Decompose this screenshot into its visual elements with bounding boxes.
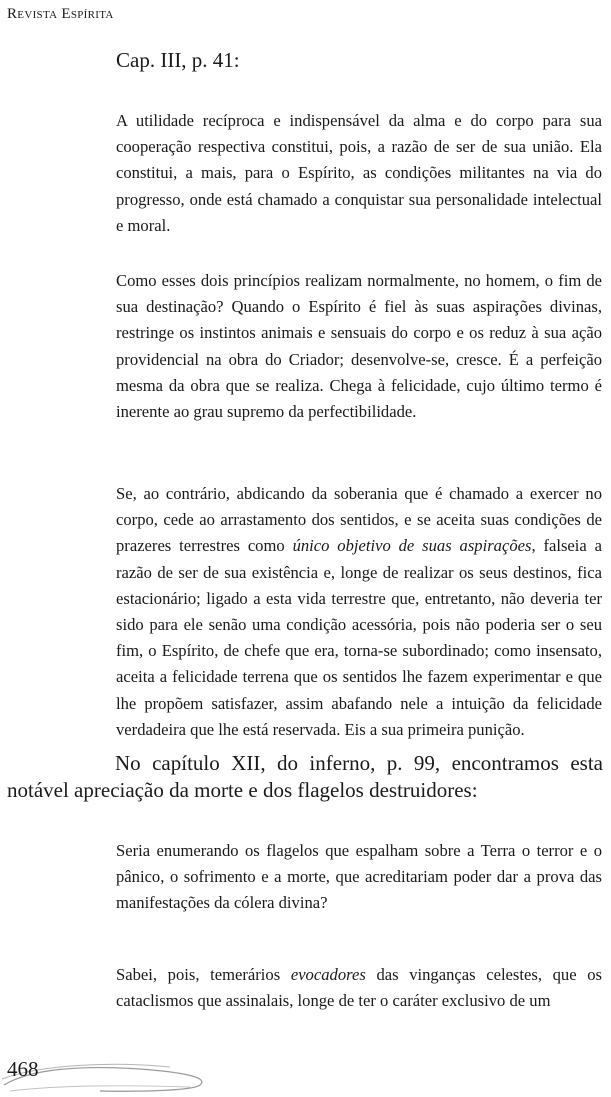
- quote-block-1: [116, 268, 602, 425]
- quote-block-2: [116, 962, 602, 1014]
- text-run: Se, ao contrário, abdicando da soberania que é chamado a exercer no corpo, cede ao arrastamento dos sentidos, e se aceita suas condições de prazeres terrestres como: [116, 484, 602, 556]
- quote-block-2: [116, 838, 602, 917]
- running-head: Revista Espírita: [7, 6, 114, 22]
- page-number: 468: [7, 1057, 39, 1081]
- text-run: , falseia a razão de ser de sua existência e, longe de realizar os seus destinos, fica estacionário; ligado a esta vida terrestre que, entretanto, não deveria ter sido para ele senão uma condição acessória, pois não poderia ser o seu fim, o Espírito, de chefe que era, torna-se subordinado; como insensato, aceita a felicidade terrena que os sentidos lhe fazem experimentar e que lhe propõem satisfazer, assim abafando nele a intuição da felicidade verdadeira que lhe está reservada. Eis a sua primeira punição.: [116, 536, 602, 739]
- quote-block-1: [116, 481, 602, 743]
- quote-paragraph: Seria enumerando os flagelos que espalham sobre a Terra o terror e o pânico, o sofrimento e a morte, que acreditariam poder dar a prova das manifestações da cólera divina?: [116, 841, 602, 913]
- quote-paragraph: [116, 481, 602, 743]
- quote-paragraph: [116, 962, 602, 1014]
- italic-emphasis: evocadores: [290, 965, 366, 984]
- section-heading: Cap. III, p. 41:: [116, 48, 240, 72]
- quote-paragraph: A utilidade recíproca e indispensável da alma e do corpo para sua cooperação respectiva constitui, pois, a razão de ser de sua união. Ela constitui, a mais, para o Espírito, as condições militantes na via do progresso, onde está chamado a conquistar sua personalidade intelectual e moral.: [116, 111, 602, 235]
- text-run: Sabei, pois, temerários: [116, 965, 291, 984]
- quote-block-1: [116, 108, 602, 239]
- quote-paragraph: Como esses dois princípios realizam normalmente, no homem, o fim de sua destinação? Quando o Espírito é fiel às suas aspirações divinas, restringe os instintos animais e sensuais do corpo e os reduz à sua ação providencial na obra do Criador; desenvolve-se, cresce. É a perfeição mesma da obra que se realiza. Chega à felicidade, cujo último termo é inerente ao grau supremo da perfectibilidade.: [116, 271, 602, 422]
- italic-emphasis: único objetivo de suas aspirações: [292, 536, 532, 556]
- body-paragraph: No capítulo XII, do inferno, p. 99, encontramos esta notável apreciação da morte e dos flagelos destruidores:: [7, 751, 603, 802]
- text-run: das vinganças celestes, que os cataclismos que assinalais, longe de ter o caráter exclusivo de um: [116, 965, 602, 1011]
